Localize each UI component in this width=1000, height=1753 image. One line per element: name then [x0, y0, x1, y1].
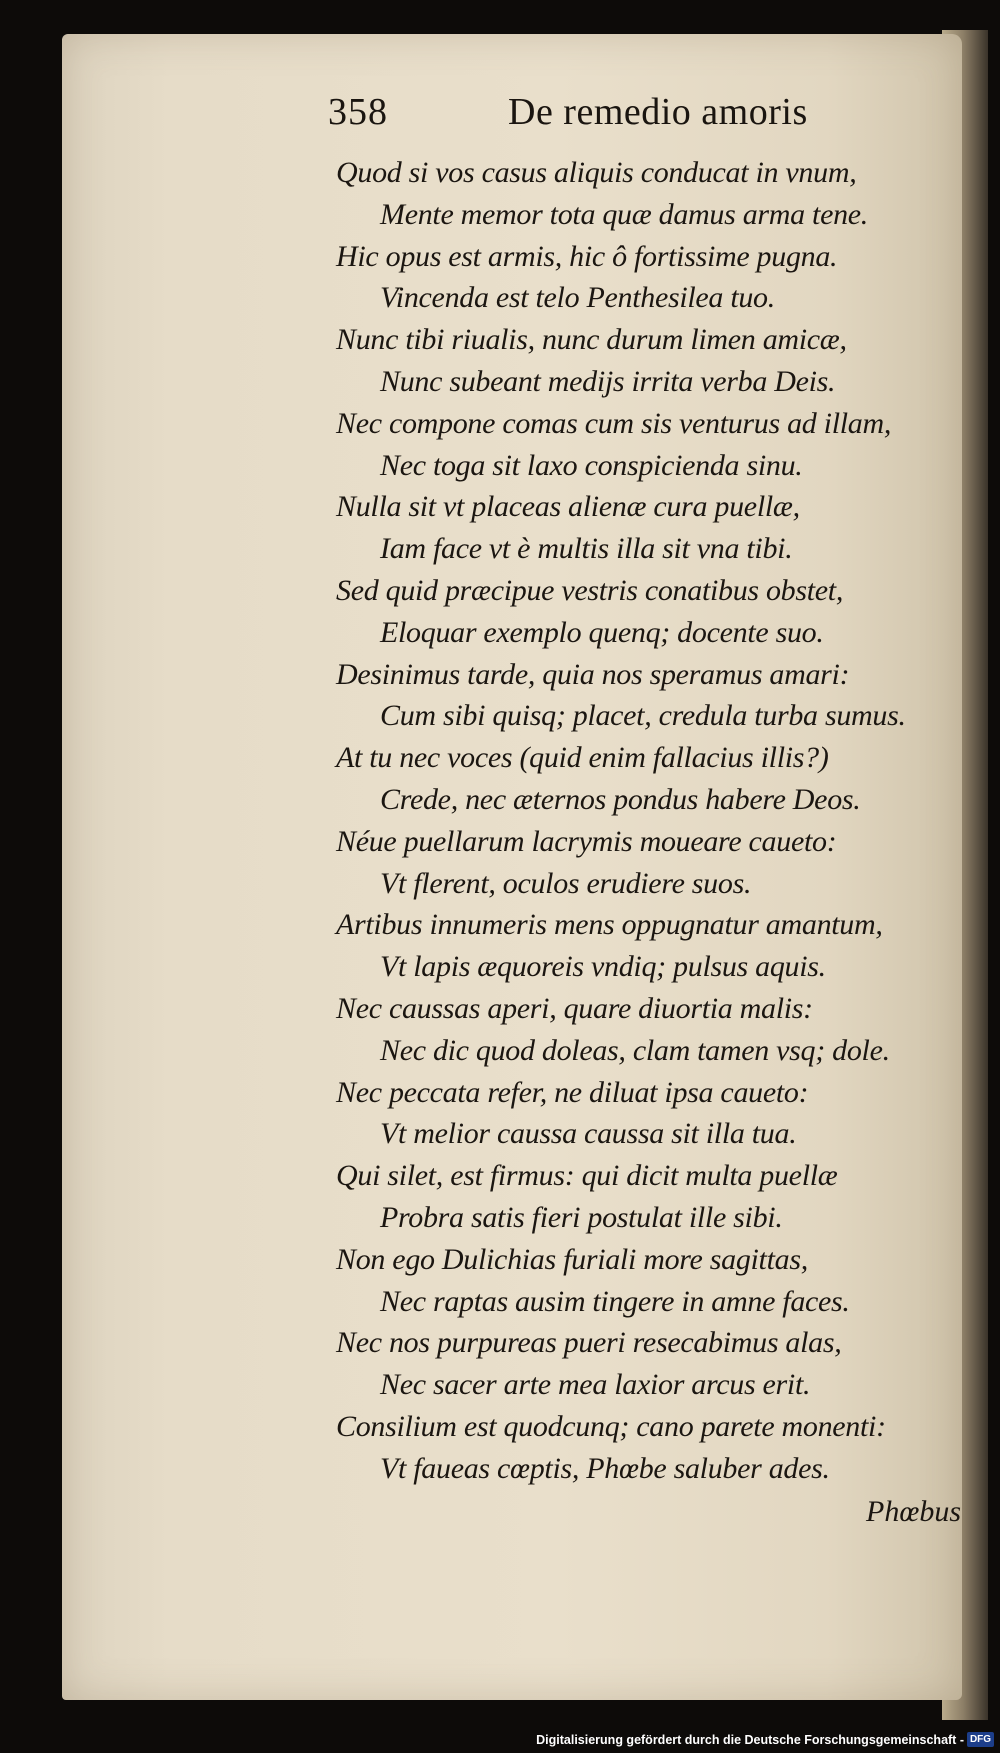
verse-line: At tu nec voces (quid enim fallacius illis?) [336, 741, 829, 775]
verse-line: Nec peccata refer, ne diluat ipsa caueto: [336, 1075, 809, 1109]
verse-line: Nulla sit vt placeas alienæ cura puellæ, [336, 490, 800, 524]
running-title: De remedio amoris [508, 91, 808, 133]
verse-line: Nunc tibi riualis, nunc durum limen amicæ, [336, 323, 847, 357]
verse-line: Mente memor tota quæ damus arma tene. [380, 197, 869, 231]
verse-line: Néue puellarum lacrymis moueare caueto: [336, 824, 837, 858]
verse-line: Nec sacer arte mea laxior arcus erit. [380, 1368, 811, 1402]
verse-line: Vt flerent, oculos erudiere suos. [380, 866, 752, 900]
dfg-logo-icon: DFG [967, 1732, 994, 1747]
verse-line: Nec dic quod doleas, clam tamen vsq; dole. [380, 1033, 890, 1067]
verse-line: Vt lapis æquoreis vndiq; pulsus aquis. [380, 950, 826, 984]
verse-line: Crede, nec æternos pondus habere Deos. [380, 782, 861, 816]
verse-line: Vt melior caussa caussa sit illa tua. [380, 1117, 797, 1151]
verse-line: Nec raptas ausim tingere in amne faces. [380, 1284, 850, 1318]
verse-line: Artibus innumeris mens oppugnatur amantum, [336, 908, 883, 942]
verse-line: Nunc subeant medijs irrita verba Deis. [380, 364, 836, 398]
verse-line: Desinimus tarde, quia nos speramus amari: [336, 657, 850, 691]
verse-line: Nec caussas aperi, quare diuortia malis: [336, 991, 813, 1025]
verse-line: Eloquar exemplo quenq; docente suo. [380, 615, 824, 649]
verse-line: Non ego Dulichias furiali more sagittas, [336, 1242, 808, 1276]
verse-line: Qui silet, est firmus: qui dicit multa puellæ [336, 1159, 838, 1193]
verse-line: Vt faueas cœptis, Phœbe saluber ades. [380, 1451, 830, 1485]
verse-line: Cum sibi quisq; placet, credula turba sumus. [380, 699, 906, 733]
verse-line: Vincenda est telo Penthesilea tuo. [380, 281, 775, 315]
digitization-credit: Digitalisierung gefördert durch die Deutsche Forschungsgemeinschaft - [536, 1733, 964, 1747]
verse-line: Quod si vos casus aliquis conducat in vnum, [336, 156, 857, 189]
verse-line: Probra satis fieri postulat ille sibi. [380, 1200, 783, 1234]
poem-text [336, 152, 936, 1490]
verse-line: Consilium est quodcunq; cano parete monenti: [336, 1409, 886, 1443]
verse-line: Iam face vt è multis illa sit vna tibi. [380, 532, 793, 566]
running-head [328, 90, 908, 146]
verse-line: Sed quid præcipue vestris conatibus obstet, [336, 573, 844, 607]
verse-line: Nec toga sit laxo conspicienda sinu. [380, 448, 803, 482]
verse-line: Hic opus est armis, hic ô fortissime pugna. [336, 239, 838, 273]
verse-line: Nec nos purpureas pueri resecabimus alas, [336, 1326, 842, 1360]
catchword: Phœbus [866, 1495, 962, 1528]
verse-line: Nec compone comas cum sis venturus ad illam, [336, 406, 892, 440]
page-number: 358 [328, 91, 388, 133]
